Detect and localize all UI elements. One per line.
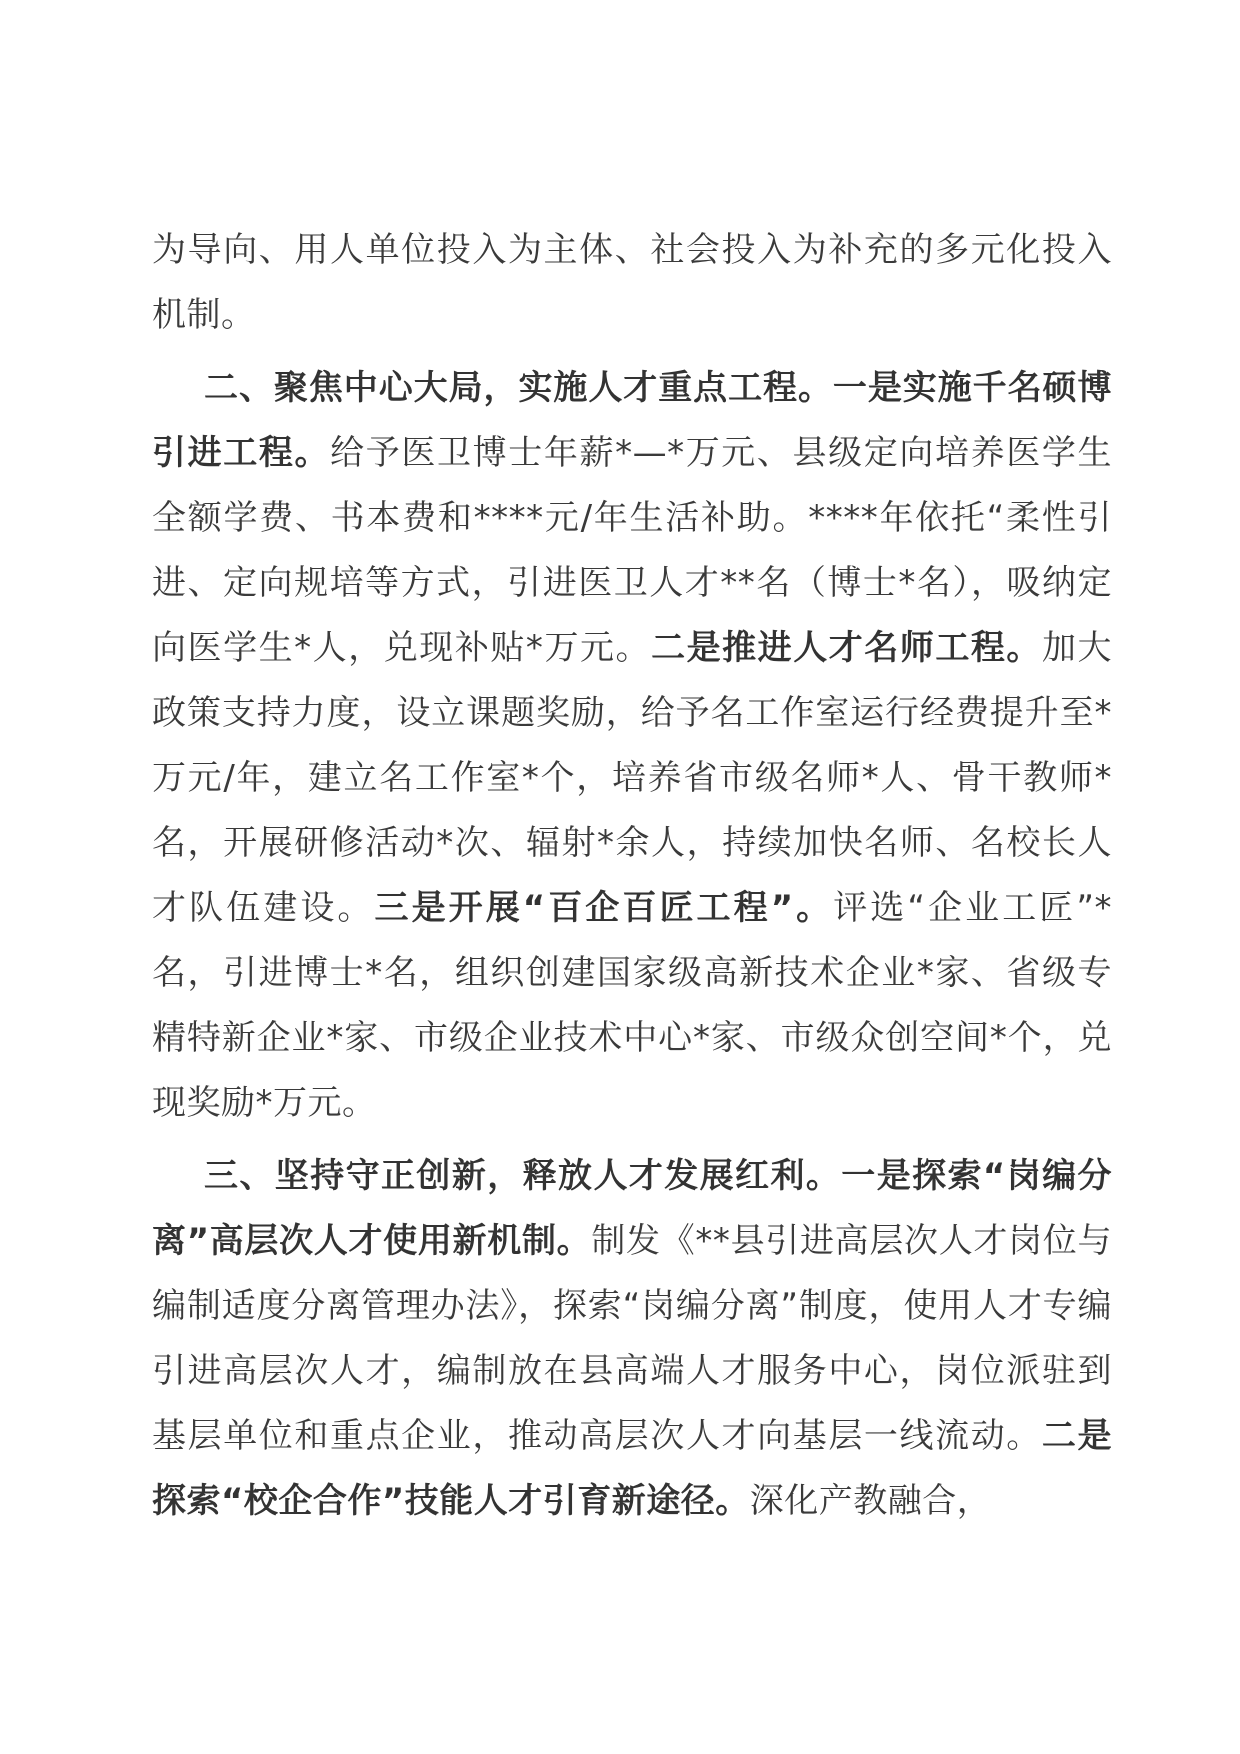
section-three-item-two-heading: 二是探索“校企合作”技能人才引育新途径。	[152, 1416, 1113, 1521]
section-two-item-one-text: 给予医卫博士年薪*—*万元、县级定向培养医学生全额学费、书本费和****元/年生活补助。****年依托“柔性引进、定向规培等方式，引进医卫人才**名（博士*名），吸纳定向医学生*人，兑现补贴*万元。	[152, 433, 1113, 668]
section-three-heading: 三、坚持守正创新，释放人才发展红利。一是探索“岗编分离”高层次人才使用新机制。	[152, 1156, 1112, 1261]
document-body	[152, 218, 1112, 1534]
section-two-item-three-heading: 三是开展“百企百匠工程”。	[374, 888, 834, 928]
section-two-heading: 二、聚焦中心大局，实施人才重点工程。一是实施千名硕博引进工程。	[152, 368, 1112, 473]
section-three-item-two-text: 深化产教融合，	[749, 1481, 992, 1521]
paragraph-2	[152, 356, 1112, 1136]
paragraph-3	[152, 1144, 1112, 1534]
section-three-item-one-text: 制发《**县引进高层次人才岗位与编制适度分离管理办法》，探索“岗编分离”制度，使用人才专编引进高层次人才，编制放在县高端人才服务中心，岗位派驻到基层单位和重点企业，推动高层次人才向基层一线流动。	[152, 1221, 1112, 1456]
section-two-item-two-text: 加大政策支持力度，设立课题奖励，给予名工作室运行经费提升至*万元/年，建立名工作室*个，培养省市级名师*人、骨干教师*名，开展研修活动*次、辐射*余人，持续加快名师、名校长人才队伍建设。	[152, 628, 1113, 928]
paragraph-1-text: 为导向、用人单位投入为主体、社会投入为补充的多元化投入机制。	[152, 230, 1112, 335]
section-two-item-three-text: 评选“企业工匠”*名，引进博士*名，组织创建国家级高新技术企业*家、省级专精特新企业*家、市级企业技术中心*家、市级众创空间*个，兑现奖励*万元。	[152, 888, 1113, 1123]
paragraph-1	[152, 218, 1112, 348]
section-two-item-two-heading: 二是推进人才名师工程。	[651, 628, 1042, 668]
